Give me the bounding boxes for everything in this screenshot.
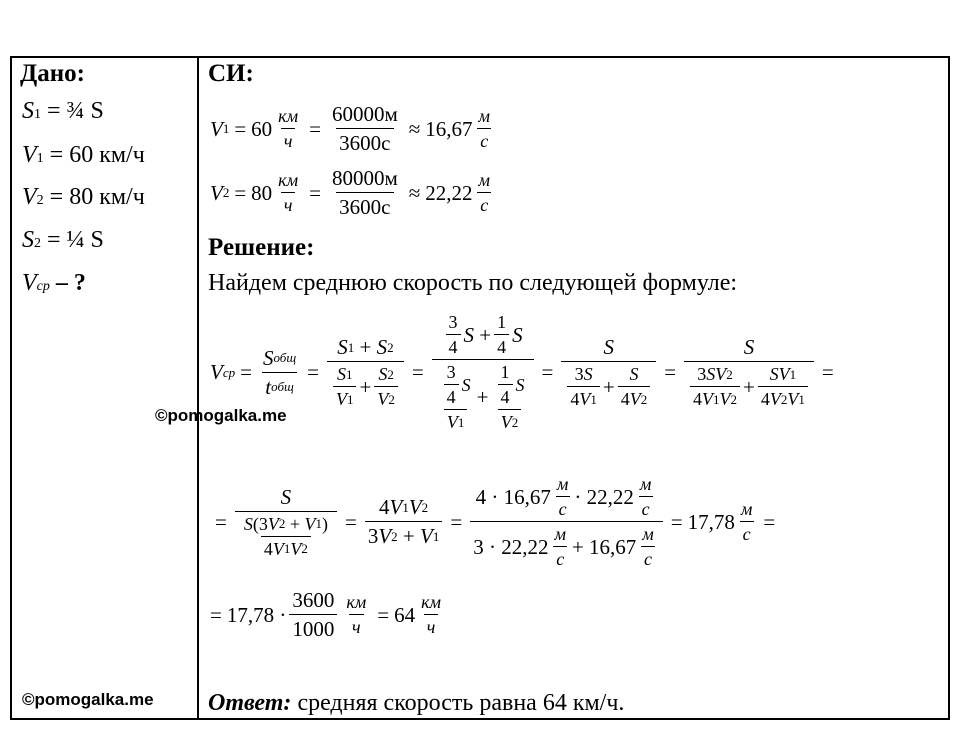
answer-line: [208, 690, 624, 717]
given-header: Дано:: [20, 60, 85, 87]
answer-text: средняя скорость равна 64 км/ч.: [297, 690, 625, 716]
si-v2-formula: V 2 = 80 $\frac{км}{ч}$ = $\frac{80000м}{3600с}$ ≈ 22,22 $\frac{м}{с}$: [210, 166, 491, 219]
given-s2: S 2 = ¼ S: [22, 227, 104, 253]
given-vcp: V ср – ?: [22, 270, 86, 296]
average-speed-formula: V ср = S общ t общ = S 1 + S 2 S 1 V 1 + S 2 V 2 = $\frac{3}{4}$ S + $\frac{1}{4}$ S $\frac{3}{4}$ S V 1 + $\frac{1}{4}$ S V 2 = S 3 S 4 V 1 + S 4 V 2 = S 3 SV 2 4 V 1 V 2 + SV 1 4 V 2 V 1 =: [210, 312, 834, 432]
conversion-formula: = 17,78 · $\frac{3600}{1000}$ $\frac{км}{ч}$ = 64 $\frac{км}{ч}$: [210, 588, 442, 641]
si-header: СИ:: [208, 60, 254, 87]
solution-header: Решение:: [208, 234, 315, 261]
given-v1: V 1 = 60 км/ч: [22, 142, 145, 168]
column-divider: [197, 56, 199, 720]
watermark-middle: ©pomogalka.me: [155, 406, 287, 425]
given-v2: V 2 = 80 км/ч: [22, 184, 145, 210]
watermark-bottom: ©pomogalka.me: [22, 690, 154, 709]
solution-intro: Найдем среднюю скорость по следующей формуле:: [208, 270, 738, 296]
given-s1: S 1 = ¾ S: [22, 98, 104, 124]
si-v1-formula: V 1 = 60 $\frac{км}{ч}$ = $\frac{60000м}{3600с}$ ≈ 16,67 $\frac{м}{с}$: [210, 102, 491, 155]
substitution-formula: = S S (3 V 2 + V 1 ) 4 V 1 V 2 = 4 V 1 V 2 3 V 2 + V 1 = 4 · 16,67 $\frac{м}{с}$ · 22,22 $\frac{м}{с}$ 3 · 22,22 $\frac{м}{с}$ + 16,67 $\frac{м}{с}$ = 17,78 $\frac{м}{с}$ =: [215, 474, 776, 569]
answer-label: Ответ:: [208, 690, 292, 716]
